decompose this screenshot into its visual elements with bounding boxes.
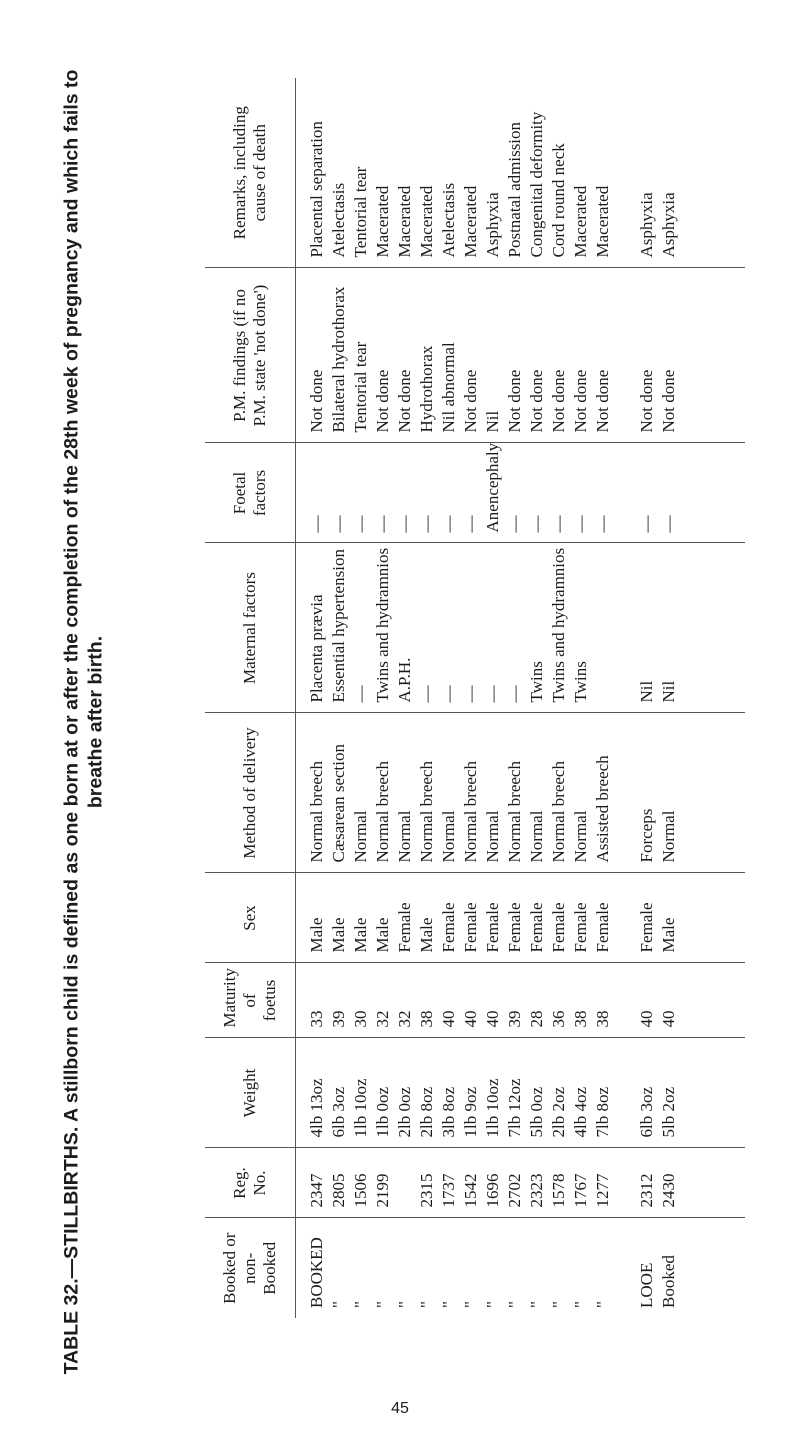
- table-cell: 2lb 0oz: [395, 1086, 414, 1138]
- table-cell: ": [483, 1301, 502, 1308]
- table-cell: 1696: [483, 1173, 502, 1208]
- table-cell: ": [395, 1301, 414, 1308]
- table-cell: Not done: [659, 369, 678, 433]
- table-cell: Tentorial tear: [351, 166, 370, 258]
- table-cell: —: [395, 515, 414, 533]
- weight-column: [296, 1038, 746, 1148]
- table-cell: ": [593, 1301, 612, 1308]
- table-cell: Normal breech: [505, 761, 524, 863]
- sex-column: [296, 873, 746, 963]
- table-cell: —: [505, 515, 524, 533]
- table-cell: Macerated: [395, 185, 414, 258]
- table-cell: 40: [483, 1010, 502, 1028]
- table-cell: —: [439, 685, 458, 703]
- table-cell: Cord round neck: [549, 143, 568, 258]
- table-cell: 40: [659, 1010, 678, 1028]
- table-cell: ": [439, 1301, 458, 1308]
- table-cell: —: [439, 515, 458, 533]
- delivery-column: [296, 713, 746, 873]
- table-cell: 38: [571, 1010, 590, 1028]
- table-cell: ": [571, 1301, 590, 1308]
- reg-no-header: Reg. No.: [205, 1148, 296, 1218]
- table-cell: 4lb 13oz: [307, 1078, 326, 1138]
- weight-header: Weight: [205, 1038, 296, 1148]
- table-cell: 1506: [351, 1173, 370, 1208]
- table-cell: 2347: [307, 1173, 326, 1208]
- table-cell: Macerated: [593, 185, 612, 258]
- table-cell: 1lb 9oz: [461, 1086, 480, 1138]
- table-cell: [592, 554, 614, 703]
- table-cell: Male: [307, 917, 326, 953]
- table-cell: Male: [417, 917, 436, 953]
- table-cell: Atelectasis: [439, 182, 458, 258]
- title-line-1: TABLE 32.—STILLBIRTHS. A stillborn child is defined as one born at or after the completion of the 28th week of pregnancy and which fails to: [60, 69, 83, 1375]
- table-cell: Not done: [571, 369, 590, 433]
- table-cell: 1767: [571, 1173, 590, 1208]
- table-cell: Tentorial tear: [351, 341, 370, 433]
- table-cell: 5lb 2oz: [659, 1086, 678, 1138]
- table-cell: —: [417, 685, 436, 703]
- booked-header: Booked or non-Booked: [205, 1218, 296, 1318]
- table-cell: Male: [329, 917, 348, 953]
- maturity-header: Maturity of foetus: [205, 963, 296, 1038]
- table-cell: 2lb 2oz: [549, 1086, 568, 1138]
- table-cell: Hydrothorax: [417, 345, 436, 433]
- table-cell: Macerated: [417, 185, 436, 258]
- table-cell: ": [505, 1301, 524, 1308]
- table-cell: Male: [351, 917, 370, 953]
- table-cell: Not done: [373, 369, 392, 433]
- table-cell: A.P.H.: [395, 657, 414, 703]
- table-cell: 1lb 10oz: [351, 1078, 370, 1138]
- table-cell: Not done: [307, 369, 326, 433]
- table-cell: ": [351, 1301, 370, 1308]
- table-cell: —: [571, 515, 590, 533]
- table-cell: Not done: [395, 369, 414, 433]
- table-cell: —: [351, 515, 370, 533]
- table-cell: —: [593, 515, 612, 533]
- stillbirths-table: [205, 78, 745, 1318]
- delivery-header: Method of delivery: [205, 713, 296, 873]
- table-cell: 1277: [593, 1173, 612, 1208]
- reg-no-column: [296, 1148, 746, 1218]
- table-cell: 5lb 0oz: [527, 1086, 546, 1138]
- table-cell: Female: [395, 902, 414, 953]
- table-cell: Female: [527, 902, 546, 953]
- table-cell: 4lb 4oz: [571, 1086, 590, 1138]
- table-cell: 40: [439, 1010, 458, 1028]
- table-cell: Normal breech: [373, 761, 392, 863]
- table-cell: 6lb 3oz: [637, 1086, 656, 1138]
- table-cell: —: [505, 685, 524, 703]
- table-cell: Congenital deformity: [527, 111, 546, 258]
- table-cell: 1578: [549, 1173, 568, 1208]
- table-cell: Nil: [637, 680, 656, 703]
- table-cell: 1lb 0oz: [373, 1086, 392, 1138]
- table-cell: 39: [505, 1010, 524, 1028]
- table-cell: Female: [571, 902, 590, 953]
- table-cell: 1542: [461, 1173, 480, 1208]
- table-cell: 2199: [373, 1173, 392, 1208]
- table-cell: Anencephaly: [483, 442, 502, 533]
- table-cell: —: [329, 515, 348, 533]
- table-cell: 39: [329, 1010, 348, 1028]
- maternal-factors-column: [296, 543, 746, 713]
- table-cell: Twins: [571, 661, 590, 703]
- table-cell: 1737: [439, 1173, 458, 1208]
- maternal-factors-header: Maternal factors: [205, 543, 296, 713]
- title-line-2: breathe after birth.: [84, 635, 107, 809]
- table-cell: 3lb 8oz: [439, 1086, 458, 1138]
- table-cell: 38: [593, 1010, 612, 1028]
- table-cell: 28: [527, 1010, 546, 1028]
- table-cell: 6lb 3oz: [329, 1086, 348, 1138]
- table-cell: Not done: [527, 369, 546, 433]
- table-cell: Female: [439, 902, 458, 953]
- table-cell: Normal: [439, 810, 458, 863]
- table-cell: Bilateral hydrothorax: [329, 286, 348, 433]
- foetal-factors-header: Foetal factors: [205, 443, 296, 543]
- table-cell: Normal: [571, 810, 590, 863]
- table-cell: BOOKED: [307, 1237, 326, 1308]
- table-cell: Placental separation: [307, 121, 326, 258]
- page-number: 45: [391, 1400, 409, 1417]
- table-cell: —: [461, 515, 480, 533]
- remarks-column: [296, 78, 746, 268]
- pm-findings-column: [296, 268, 746, 443]
- table-cell: Nil: [483, 410, 502, 433]
- table-cell: —: [307, 515, 326, 533]
- table-cell: 7lb 12oz: [505, 1078, 524, 1138]
- table-cell: Female: [483, 902, 502, 953]
- table-cell: —: [549, 515, 568, 533]
- table-cell: Postnatal admission: [505, 121, 524, 258]
- table-cell: 2312: [637, 1173, 656, 1208]
- table-cell: LOOE: [637, 1262, 656, 1308]
- table-header-row: [205, 78, 296, 1318]
- table-cell: Macerated: [571, 185, 590, 258]
- table-cell: 2315: [417, 1173, 436, 1208]
- table-cell: —: [659, 515, 678, 533]
- table-cell: Twins and hydramnios: [549, 547, 568, 703]
- table-cell: Atelectasis: [329, 182, 348, 258]
- table-cell: Asphyxia: [637, 192, 656, 258]
- table-cell: Female: [549, 902, 568, 953]
- table-cell: 2323: [527, 1173, 546, 1208]
- table-cell: —: [417, 515, 436, 533]
- table-cell: Normal: [659, 810, 678, 863]
- table-cell: Macerated: [373, 185, 392, 258]
- table-cell: ": [329, 1301, 348, 1308]
- table-cell: Not done: [549, 369, 568, 433]
- table-cell: Twins: [527, 661, 546, 703]
- table-cell: ": [461, 1301, 480, 1308]
- table-cell: 1lb 10oz: [483, 1078, 502, 1138]
- table-cell: ": [373, 1301, 392, 1308]
- table-cell: —: [527, 515, 546, 533]
- sex-header: Sex: [205, 873, 296, 963]
- table-cell: Normal breech: [549, 761, 568, 863]
- table-title: [14, 0, 154, 1444]
- table-cell: 32: [373, 1010, 392, 1028]
- table-cell: —: [373, 515, 392, 533]
- table-cell: —: [351, 685, 370, 703]
- table-cell: Not done: [461, 369, 480, 433]
- table-cell: 2805: [329, 1173, 348, 1208]
- table-cell: 32: [395, 1010, 414, 1028]
- table-cell: Placenta prævia: [307, 594, 326, 703]
- table-cell: Asphyxia: [659, 192, 678, 258]
- table-cell: Twins and hydramnios: [373, 547, 392, 703]
- table-cell: Booked: [659, 1255, 678, 1308]
- table-cell: Normal: [351, 810, 370, 863]
- table-cell: Normal: [395, 810, 414, 863]
- table-cell: 2430: [659, 1173, 678, 1208]
- table-cell: Female: [461, 902, 480, 953]
- table-cell: ": [549, 1301, 568, 1308]
- table-cell: —: [637, 515, 656, 533]
- booked-column: [296, 1218, 746, 1318]
- table-cell: Normal: [483, 810, 502, 863]
- table-cell: 2702: [505, 1173, 524, 1208]
- table-body: [296, 78, 746, 1318]
- table-cell: Assisted breech: [593, 755, 612, 863]
- table-cell: Forceps: [637, 808, 656, 863]
- table-cell: Male: [659, 917, 678, 953]
- table-cell: 40: [637, 1010, 656, 1028]
- table-cell: Not done: [505, 369, 524, 433]
- table-cell: Essential hypertension: [329, 549, 348, 703]
- table-cell: Macerated: [461, 185, 480, 258]
- table-cell: [394, 1159, 416, 1208]
- table-cell: 7lb 8oz: [593, 1086, 612, 1138]
- foetal-factors-column: [296, 443, 746, 543]
- table-cell: Asphyxia: [483, 192, 502, 258]
- pm-findings-header: P.M. findings (if no P.M. state 'not done'): [205, 268, 296, 443]
- table-cell: Nil: [659, 680, 678, 703]
- maturity-column: [296, 963, 746, 1038]
- table-cell: ": [527, 1301, 546, 1308]
- table-cell: Female: [637, 902, 656, 953]
- table-cell: Female: [505, 902, 524, 953]
- table-cell: 33: [307, 1010, 326, 1028]
- table-cell: 38: [417, 1010, 436, 1028]
- remarks-header: Remarks, including cause of death: [205, 78, 296, 268]
- table-cell: ": [417, 1301, 436, 1308]
- table-cell: Nil abnormal: [439, 342, 458, 433]
- table-cell: Normal breech: [461, 761, 480, 863]
- table-cell: 40: [461, 1010, 480, 1028]
- table-cell: Not done: [593, 369, 612, 433]
- table-cell: Cæsarean section: [329, 744, 348, 863]
- table-cell: Normal breech: [417, 761, 436, 863]
- table-cell: —: [461, 685, 480, 703]
- table-cell: Not done: [637, 369, 656, 433]
- table-cell: Male: [373, 917, 392, 953]
- table-cell: Normal: [527, 810, 546, 863]
- table-cell: 2lb 8oz: [417, 1086, 436, 1138]
- table-cell: Normal breech: [307, 761, 326, 863]
- table-cell: Female: [593, 902, 612, 953]
- table-cell: 30: [351, 1010, 370, 1028]
- table-cell: —: [483, 685, 502, 703]
- table-cell: 36: [549, 1010, 568, 1028]
